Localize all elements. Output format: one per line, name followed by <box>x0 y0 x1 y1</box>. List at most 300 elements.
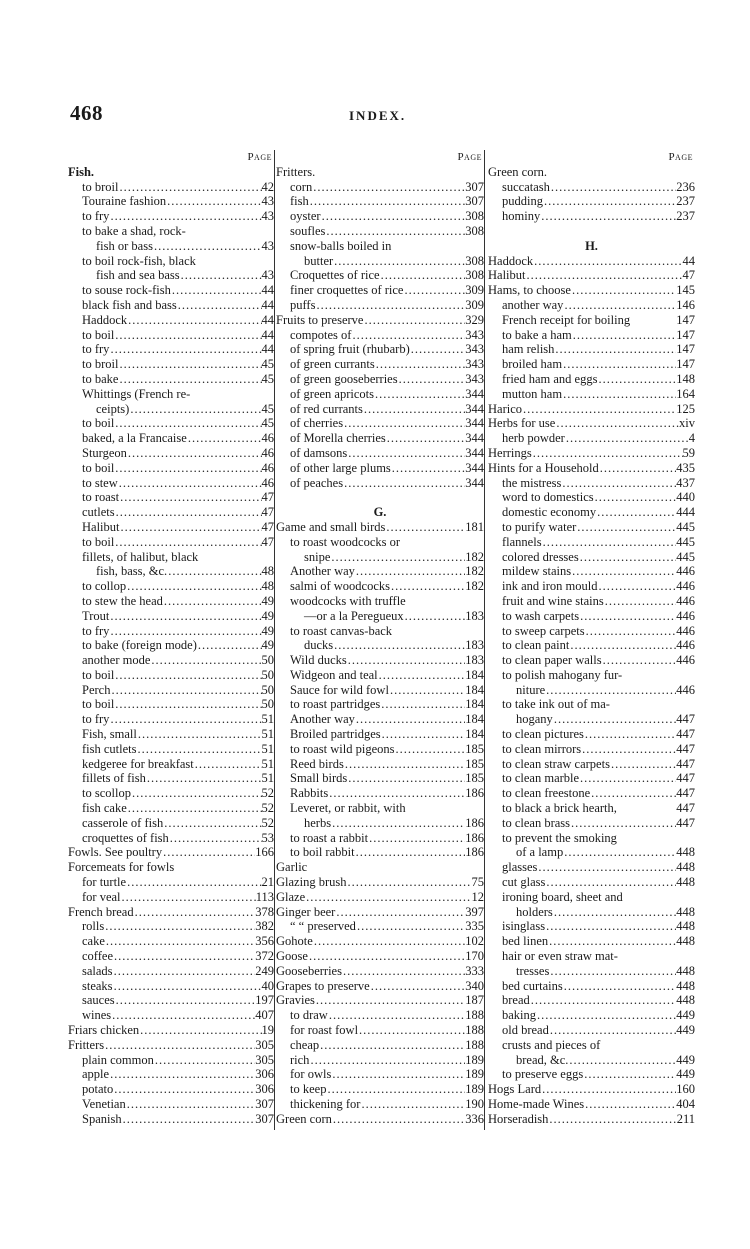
dot-leader <box>146 771 262 786</box>
entry-text: to roast woodcocks or <box>290 534 401 549</box>
dot-leader <box>356 919 465 934</box>
entry-page: 185 <box>465 741 484 756</box>
entry-page: 186 <box>465 786 484 801</box>
entry-text: casserole of fish <box>82 815 164 830</box>
dot-leader <box>410 342 465 357</box>
dot-leader <box>355 712 465 727</box>
index-entry <box>68 431 274 446</box>
index-entry <box>488 1008 695 1023</box>
index-entry <box>276 387 484 402</box>
entry-text: niture <box>516 682 546 697</box>
index-entry <box>488 535 695 550</box>
dot-leader <box>344 757 465 772</box>
dot-leader <box>114 461 261 476</box>
entry-text: glasses <box>502 860 538 875</box>
entry-page: 344 <box>465 445 484 460</box>
dot-leader <box>109 342 261 357</box>
entry-page: 446 <box>676 623 695 638</box>
entry-page: 307 <box>255 1097 274 1111</box>
index-entry <box>488 860 695 875</box>
index-entry <box>68 194 274 209</box>
entry-text: to roast partridges <box>290 697 381 712</box>
entry-text: cutlets <box>82 505 115 520</box>
entry-text: Another way <box>290 712 355 727</box>
dot-leader <box>532 446 683 461</box>
index-entry <box>276 165 484 180</box>
entry-text: Grapes to preserve <box>276 978 370 993</box>
entry-page: 448 <box>676 963 695 978</box>
index-entry <box>488 461 695 476</box>
index-entry <box>276 1023 484 1038</box>
dot-leader <box>343 416 465 431</box>
index-entry <box>276 564 484 579</box>
entry-page: 50 <box>261 697 274 712</box>
dot-leader <box>154 1053 255 1068</box>
entry-page: 308 <box>465 268 484 283</box>
index-entry <box>488 550 695 565</box>
dot-leader <box>315 993 465 1008</box>
entry-page: 50 <box>261 653 274 668</box>
dot-leader <box>380 697 465 712</box>
index-entry <box>488 1023 695 1038</box>
entry-page: 309 <box>465 297 484 312</box>
dot-leader <box>526 268 683 283</box>
entry-page: xiv <box>679 416 695 431</box>
entry-text: to polish mahogany fur- <box>502 667 623 682</box>
entry-text: snow-balls boiled in <box>290 238 392 253</box>
index-entry <box>488 757 695 772</box>
index-entry <box>276 446 484 461</box>
entry-page: 437 <box>676 475 695 490</box>
dot-leader <box>134 905 256 920</box>
index-entry <box>68 268 274 283</box>
entry-text: another mode <box>82 653 151 668</box>
index-entry <box>68 224 274 239</box>
index-entry <box>68 668 274 683</box>
entry-text: to clean brass <box>502 815 571 830</box>
index-entry <box>276 254 484 269</box>
running-head: INDEX. <box>349 108 407 123</box>
index-entry <box>488 638 695 653</box>
entry-text: ham relish <box>502 342 555 357</box>
dot-leader <box>187 431 262 446</box>
dot-leader <box>548 1112 676 1127</box>
dot-leader <box>163 816 261 831</box>
dot-leader <box>403 283 465 298</box>
entry-page: 435 <box>676 460 695 475</box>
index-entry <box>488 831 695 846</box>
entry-text: Garlic <box>276 860 308 875</box>
index-entry <box>488 165 695 180</box>
entry-text: “ “ preserved <box>290 919 356 934</box>
dot-leader <box>119 490 261 505</box>
entry-text: to clean paper walls <box>502 653 602 668</box>
index-entry <box>488 742 695 757</box>
index-entry <box>276 949 484 964</box>
index-entry <box>488 283 695 298</box>
entry-text: bread, &c. <box>516 1052 569 1067</box>
entry-page: 45 <box>261 416 274 431</box>
dot-leader <box>536 1008 676 1023</box>
index-entry <box>276 535 484 550</box>
entry-text: to prevent the smoking <box>502 830 617 845</box>
index-entry <box>276 520 484 535</box>
dot-leader <box>347 653 465 668</box>
entry-text: to boil <box>82 416 115 431</box>
dot-leader <box>553 905 676 920</box>
dot-leader <box>113 964 256 979</box>
index-entry <box>488 416 695 431</box>
entry-text: French receipt for boiling <box>502 312 631 327</box>
index-entry <box>276 194 484 209</box>
entry-text: Glazing brush <box>276 875 347 890</box>
dot-leader <box>129 402 261 417</box>
entry-text: to bake (foreign mode) <box>82 638 197 653</box>
entry-page: 43 <box>261 238 274 253</box>
entry-text: Gravies <box>276 993 315 1008</box>
index-entry <box>488 268 695 283</box>
entry-page: 306 <box>255 1067 274 1082</box>
dot-leader <box>110 683 261 698</box>
entry-page: 404 <box>676 1097 695 1111</box>
dot-leader <box>127 313 261 328</box>
index-entry <box>276 1112 484 1127</box>
entry-page: 185 <box>465 756 484 771</box>
index-entry <box>68 357 274 372</box>
index-entry <box>488 949 695 964</box>
entry-page: 445 <box>676 519 695 534</box>
index-column-2 <box>276 150 485 1130</box>
entry-page: 305 <box>255 1037 274 1052</box>
dot-leader <box>162 845 255 860</box>
entry-text: old bread <box>502 1023 549 1038</box>
entry-text: to clean marble <box>502 771 580 786</box>
dot-leader <box>583 1067 676 1082</box>
dot-leader <box>398 372 466 387</box>
entry-text: Harico <box>488 401 523 416</box>
dot-leader <box>530 993 676 1008</box>
entry-page: 449 <box>676 1023 695 1038</box>
entry-page: 188 <box>465 1008 484 1023</box>
index-entry <box>488 697 695 712</box>
entry-page: 146 <box>676 297 695 312</box>
index-entry <box>276 416 484 431</box>
entry-text: cheap <box>290 1037 320 1052</box>
index-entry <box>68 979 274 994</box>
dot-leader <box>389 683 465 698</box>
entry-text: Sturgeon <box>82 445 127 460</box>
index-entry <box>276 801 484 816</box>
index-entry <box>68 653 274 668</box>
dot-leader <box>579 550 677 565</box>
entry-text: finer croquettes of rice <box>290 283 404 298</box>
entry-page: 51 <box>261 712 274 727</box>
index-entry <box>276 993 484 1008</box>
entry-text: Friars chicken <box>68 1023 140 1038</box>
entry-page: 447 <box>676 815 695 830</box>
index-entry <box>68 860 274 875</box>
section-letter <box>276 505 484 520</box>
index-entry <box>276 638 484 653</box>
entry-page: 183 <box>465 608 484 623</box>
dot-leader <box>120 520 262 535</box>
dot-leader <box>104 1038 255 1053</box>
entry-text: fillets of fish <box>82 771 146 786</box>
dot-leader <box>113 949 255 964</box>
index-entry <box>68 845 274 860</box>
dot-leader <box>118 372 261 387</box>
entry-page: 12 <box>471 889 484 904</box>
entry-page: 449 <box>676 1052 695 1067</box>
dot-leader <box>180 268 262 283</box>
entry-text: to boil rock-fish, black <box>82 253 196 268</box>
index-entry <box>488 1082 695 1097</box>
entry-page: 197 <box>255 993 274 1008</box>
entry-text: cut glass <box>502 875 546 890</box>
entry-page: 184 <box>465 667 484 682</box>
entry-text: Broiled partridges <box>290 727 381 742</box>
entry-text: French bread <box>68 904 134 919</box>
entry-text: of other large plums <box>290 460 391 475</box>
dot-leader <box>555 416 679 431</box>
entry-page: 344 <box>465 416 484 431</box>
dot-leader <box>126 579 261 594</box>
index-entry <box>488 372 695 387</box>
entry-text: Haddock <box>488 253 534 268</box>
entry-text: to fry <box>82 623 110 638</box>
entry-text: the mistress <box>502 475 562 490</box>
entry-text: Venetian <box>82 1097 126 1111</box>
entry-text: plain common <box>82 1052 154 1067</box>
entry-page: 448 <box>676 875 695 890</box>
entry-page: 44 <box>261 297 274 312</box>
index-entry <box>68 712 274 727</box>
index-entry <box>276 771 484 786</box>
index-entry <box>276 298 484 313</box>
entry-text: to collop <box>82 579 127 594</box>
dot-leader <box>333 254 465 269</box>
index-entry <box>488 727 695 742</box>
entry-text: to bake a ham <box>502 327 572 342</box>
entry-page: 43 <box>261 194 274 209</box>
entry-page: 148 <box>676 371 695 386</box>
entry-text: for owls <box>290 1067 332 1082</box>
index-entry <box>68 402 274 417</box>
dot-leader <box>355 845 466 860</box>
entry-page: 344 <box>465 475 484 490</box>
dot-leader <box>308 949 465 964</box>
entry-page: 356 <box>255 934 274 949</box>
entry-page: 48 <box>261 579 274 594</box>
index-entry <box>68 875 274 890</box>
entry-text: Glaze <box>276 889 306 904</box>
index-entry <box>68 816 274 831</box>
entry-page: 47 <box>261 519 274 534</box>
entry-text: fried ham and eggs <box>502 371 598 386</box>
dot-leader <box>315 298 465 313</box>
entry-page: 447 <box>676 756 695 771</box>
entry-text: to clean freestone <box>502 786 591 801</box>
dot-leader <box>139 1023 261 1038</box>
entry-page: 125 <box>676 401 695 416</box>
dot-leader <box>331 816 465 831</box>
dot-leader <box>571 564 676 579</box>
dot-leader <box>363 313 465 328</box>
index-entry <box>68 328 274 343</box>
index-entry <box>68 416 274 431</box>
dot-leader <box>346 875 471 890</box>
entry-text: fish cutlets <box>82 741 137 756</box>
dot-leader <box>326 1082 465 1097</box>
entry-page: 447 <box>676 727 695 742</box>
index-entry <box>276 757 484 772</box>
index-entry <box>276 786 484 801</box>
dot-leader <box>545 919 676 934</box>
entry-page: 53 <box>261 830 274 845</box>
index-entry <box>68 209 274 224</box>
entry-page: 448 <box>676 934 695 949</box>
dot-leader <box>363 402 465 417</box>
dot-leader <box>122 1112 256 1127</box>
index-entry <box>68 683 274 698</box>
entry-text: Touraine fashion <box>82 194 167 209</box>
dot-leader <box>331 1067 465 1082</box>
index-entry <box>68 1053 274 1068</box>
index-entry <box>488 845 695 860</box>
index-entry <box>276 313 484 328</box>
entry-text: Haddock <box>82 312 128 327</box>
dot-leader <box>533 254 682 269</box>
index-entry <box>488 624 695 639</box>
entry-text: fish or bass <box>96 238 153 253</box>
index-entry <box>276 579 484 594</box>
entry-page: 440 <box>676 490 695 505</box>
entry-text: Gooseberries <box>276 963 342 978</box>
index-entry <box>276 224 484 239</box>
entry-text: ironing board, sheet and <box>502 889 623 904</box>
index-entry <box>68 313 274 328</box>
dot-leader <box>572 328 676 343</box>
dot-leader <box>542 535 677 550</box>
dot-leader <box>104 919 255 934</box>
dot-leader <box>375 357 466 372</box>
dot-leader <box>581 742 676 757</box>
index-entry <box>68 1097 274 1112</box>
entry-text: baking <box>502 1008 537 1023</box>
dot-leader <box>328 1008 465 1023</box>
index-entry <box>276 180 484 195</box>
index-entry <box>68 298 274 313</box>
entry-page: 43 <box>261 209 274 224</box>
entry-text: Sauce for wild fowl <box>290 682 389 697</box>
entry-page: 446 <box>676 593 695 608</box>
entry-text: crusts and pieces of <box>502 1037 601 1052</box>
entry-page: 147 <box>676 342 695 357</box>
entry-text: hair or even straw mat- <box>502 949 618 964</box>
index-entry <box>488 180 695 195</box>
dot-leader <box>351 328 465 343</box>
entry-page: 447 <box>676 712 695 727</box>
entry-text: black fish and bass <box>82 297 177 312</box>
dot-leader <box>584 1097 676 1112</box>
entry-page: 45 <box>261 357 274 372</box>
entry-page: 447 <box>676 771 695 786</box>
entry-page: 344 <box>465 460 484 475</box>
entry-page: 186 <box>465 815 484 830</box>
entry-text: to broil <box>82 357 119 372</box>
dot-leader <box>561 476 676 491</box>
index-entry <box>488 254 695 269</box>
entry-text: ducks <box>304 638 334 653</box>
dot-leader <box>118 180 261 195</box>
entry-page: 184 <box>465 682 484 697</box>
entry-page: 164 <box>676 386 695 401</box>
entry-text: Small birds <box>290 771 348 786</box>
entry-text: Hogs Lard <box>488 1082 542 1097</box>
entry-page: 182 <box>465 579 484 594</box>
entry-page: 343 <box>465 342 484 357</box>
entry-page: 49 <box>261 623 274 638</box>
index-entry <box>68 461 274 476</box>
entry-text: fish, bass, &c. <box>96 564 168 579</box>
entry-text: pudding <box>502 194 543 209</box>
index-entry <box>276 357 484 372</box>
entry-page: 181 <box>465 519 484 534</box>
dot-leader <box>565 431 689 446</box>
entry-text: Fowls. See poultry <box>68 845 163 860</box>
index-entry <box>276 816 484 831</box>
entry-page: 211 <box>676 1111 695 1126</box>
entry-text: to keep <box>290 1082 327 1097</box>
index-entry <box>68 342 274 357</box>
dot-leader <box>167 564 261 579</box>
entry-page: 48 <box>261 564 274 579</box>
index-entry <box>488 934 695 949</box>
entry-page: 49 <box>261 608 274 623</box>
entry-text: Fritters. <box>276 164 316 179</box>
dot-leader <box>109 712 261 727</box>
entry-page: 446 <box>676 564 695 579</box>
entry-page: 160 <box>676 1082 695 1097</box>
index-entry <box>276 1008 484 1023</box>
entry-text: Hams, to choose <box>488 283 571 298</box>
entry-text: bread <box>502 993 530 1008</box>
index-entry <box>68 594 274 609</box>
entry-text: baked, a la Francaise <box>82 431 187 446</box>
entry-text: Fritters <box>68 1037 105 1052</box>
entry-page: 329 <box>465 312 484 327</box>
index-column-1 <box>68 150 275 1130</box>
index-entry <box>68 1082 274 1097</box>
entry-page: 21 <box>261 875 274 890</box>
index-entry <box>276 476 484 491</box>
dot-leader <box>360 1097 465 1112</box>
index-entry <box>68 949 274 964</box>
entry-page: 189 <box>465 1082 484 1097</box>
entry-text: to clean mirrors <box>502 741 582 756</box>
entry-text: colored dresses <box>502 549 579 564</box>
entry-page: 184 <box>465 712 484 727</box>
index-entry <box>276 283 484 298</box>
dot-leader <box>109 609 261 624</box>
index-entry <box>488 564 695 579</box>
entry-text: thickening for <box>290 1097 361 1111</box>
dot-leader <box>197 638 262 653</box>
dot-leader <box>171 283 262 298</box>
column-header-page: Page <box>247 151 272 163</box>
dot-leader <box>319 1038 465 1053</box>
index-entry <box>276 342 484 357</box>
